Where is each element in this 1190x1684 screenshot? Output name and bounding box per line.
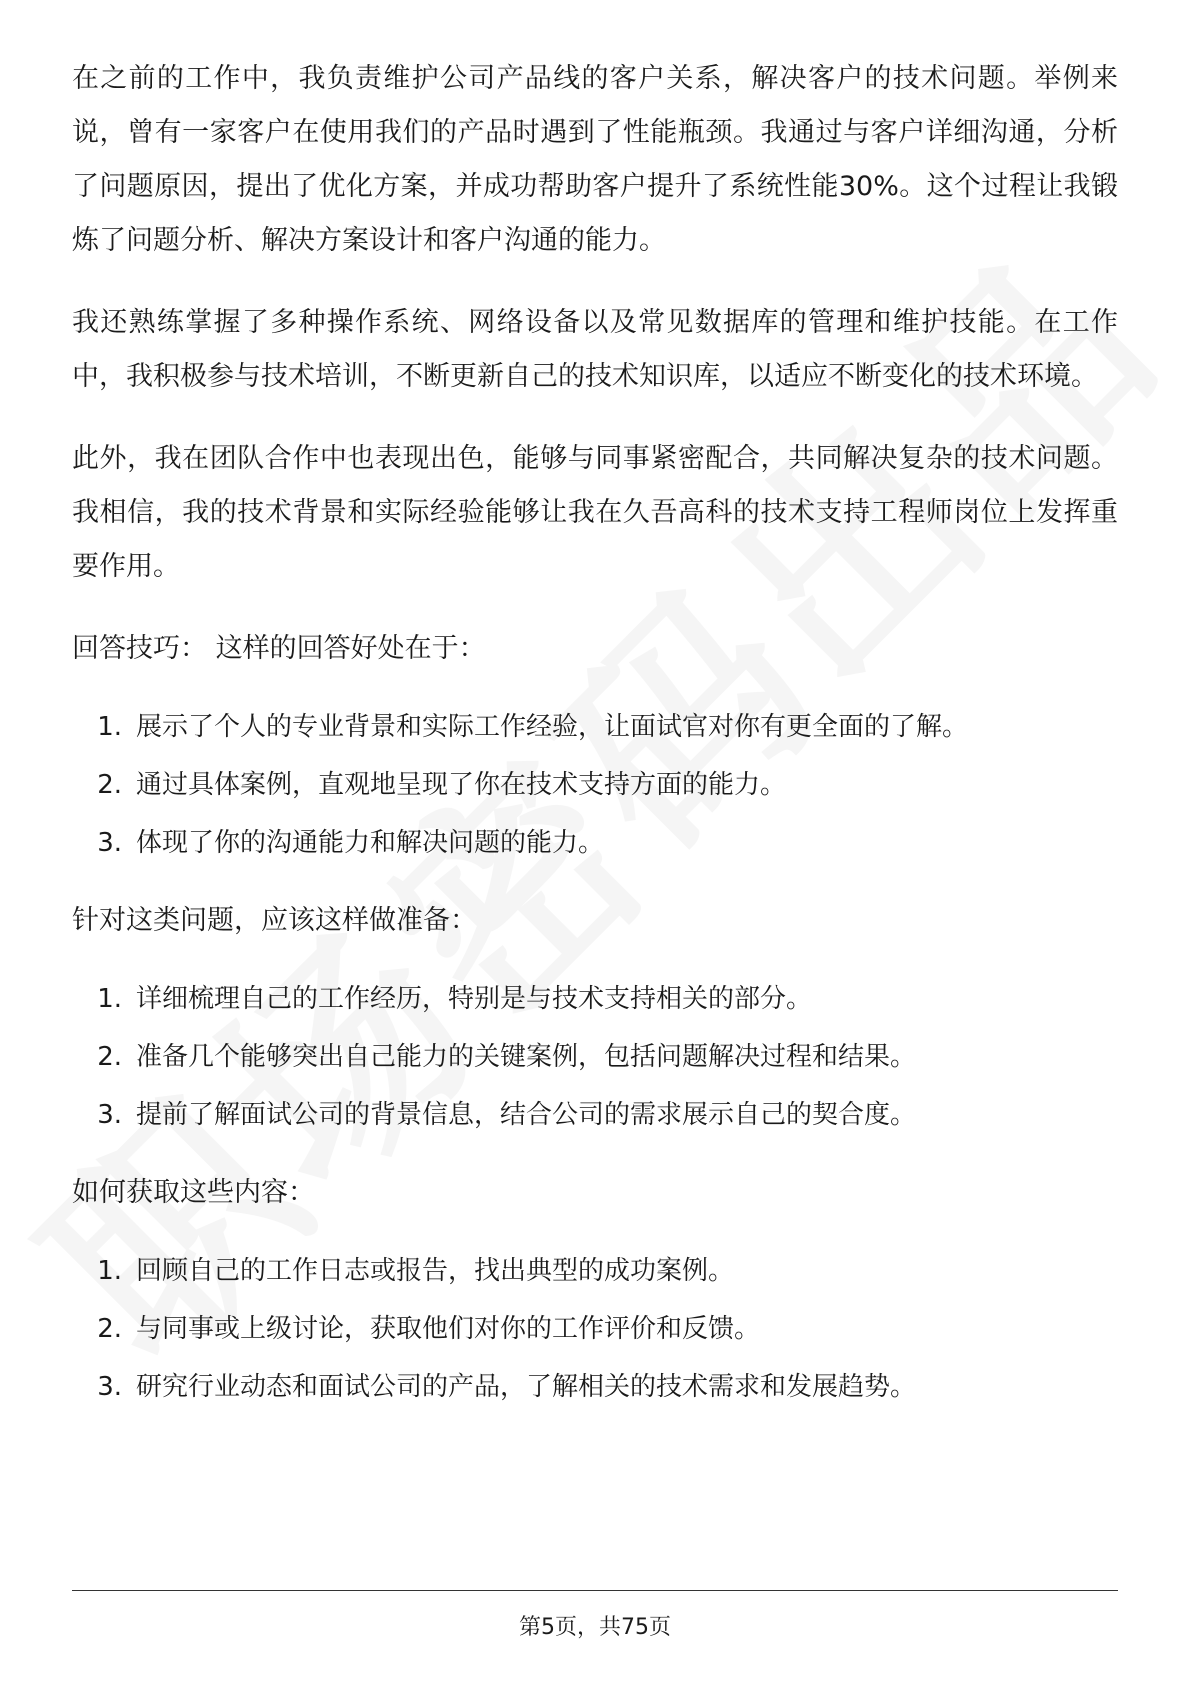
list-number: 2.: [97, 770, 122, 800]
list-item: [72, 1300, 1118, 1358]
list-number: 2.: [97, 1314, 122, 1344]
list-item-text: 体现了你的沟通能力和解决问题的能力。: [136, 828, 605, 858]
list-item: [72, 698, 1118, 756]
list-item-text: 通过具体案例，直观地呈现了你在技术支持方面的能力。: [136, 770, 787, 800]
page-number: 第5页，共75页: [519, 1615, 671, 1640]
list-item-text: 准备几个能够突出自己能力的关键案例，包括问题解决过程和结果。: [136, 1042, 917, 1072]
tips-heading: 回答技巧： 这样的回答好处在于：: [72, 633, 486, 664]
list-number: 2.: [97, 1042, 122, 1072]
list-item: [72, 970, 1118, 1028]
list-number: 3.: [97, 1372, 122, 1402]
list-item: [72, 1242, 1118, 1300]
list-number: 1.: [97, 1256, 122, 1286]
preparation-list: [72, 970, 1118, 1144]
list-item-text: 展示了个人的专业背景和实际工作经验，让面试官对你有更全面的了解。: [136, 712, 969, 742]
paragraph-teamwork: 此外，我在团队合作中也表现出色，能够与同事紧密配合，共同解决复杂的技术问题。我相信，我的技术背景和实际经验能够让我在久吾高科的技术支持工程师岗位上发挥重要作用。: [72, 443, 1118, 582]
obtain-content-heading: 如何获取这些内容：: [72, 1177, 315, 1208]
obtain-content-list: [72, 1242, 1118, 1416]
list-item-text: 研究行业动态和面试公司的产品，了解相关的技术需求和发展趋势。: [136, 1372, 917, 1402]
list-number: 1.: [97, 984, 122, 1014]
list-item: [72, 1086, 1118, 1144]
paragraph-technical-skills: 我还熟练掌握了多种操作系统、网络设备以及常见数据库的管理和维护技能。在工作中，我积极参与技术培训，不断更新自己的技术知识库，以适应不断变化的技术环境。: [72, 307, 1118, 392]
list-item-text: 详细梳理自己的工作经历，特别是与技术支持相关的部分。: [136, 984, 813, 1014]
list-item-text: 与同事或上级讨论，获取他们对你的工作评价和反馈。: [136, 1314, 761, 1344]
paragraph-work-experience: 在之前的工作中，我负责维护公司产品线的客户关系，解决客户的技术问题。举例来说，曾有一家客户在使用我们的产品时遇到了性能瓶颈。我通过与客户详细沟通，分析了问题原因，提出了优化方案，并成功帮助客户提升了系统性能30%。这个过程让我锻炼了问题分析、解决方案设计和客户沟通的能力。: [72, 63, 1118, 256]
list-item: [72, 756, 1118, 814]
preparation-heading: 针对这类问题，应该这样做准备：: [72, 905, 477, 936]
tips-list: [72, 698, 1118, 872]
page-content: [72, 52, 1118, 1438]
list-item: [72, 814, 1118, 872]
list-number: 3.: [97, 828, 122, 858]
list-item-text: 提前了解面试公司的背景信息，结合公司的需求展示自己的契合度。: [136, 1100, 917, 1130]
list-number: 1.: [97, 712, 122, 742]
list-item: [72, 1028, 1118, 1086]
footer-divider: [72, 1590, 1118, 1591]
list-item: [72, 1358, 1118, 1416]
list-item-text: 回顾自己的工作日志或报告，找出典型的成功案例。: [136, 1256, 735, 1286]
list-number: 3.: [97, 1100, 122, 1130]
